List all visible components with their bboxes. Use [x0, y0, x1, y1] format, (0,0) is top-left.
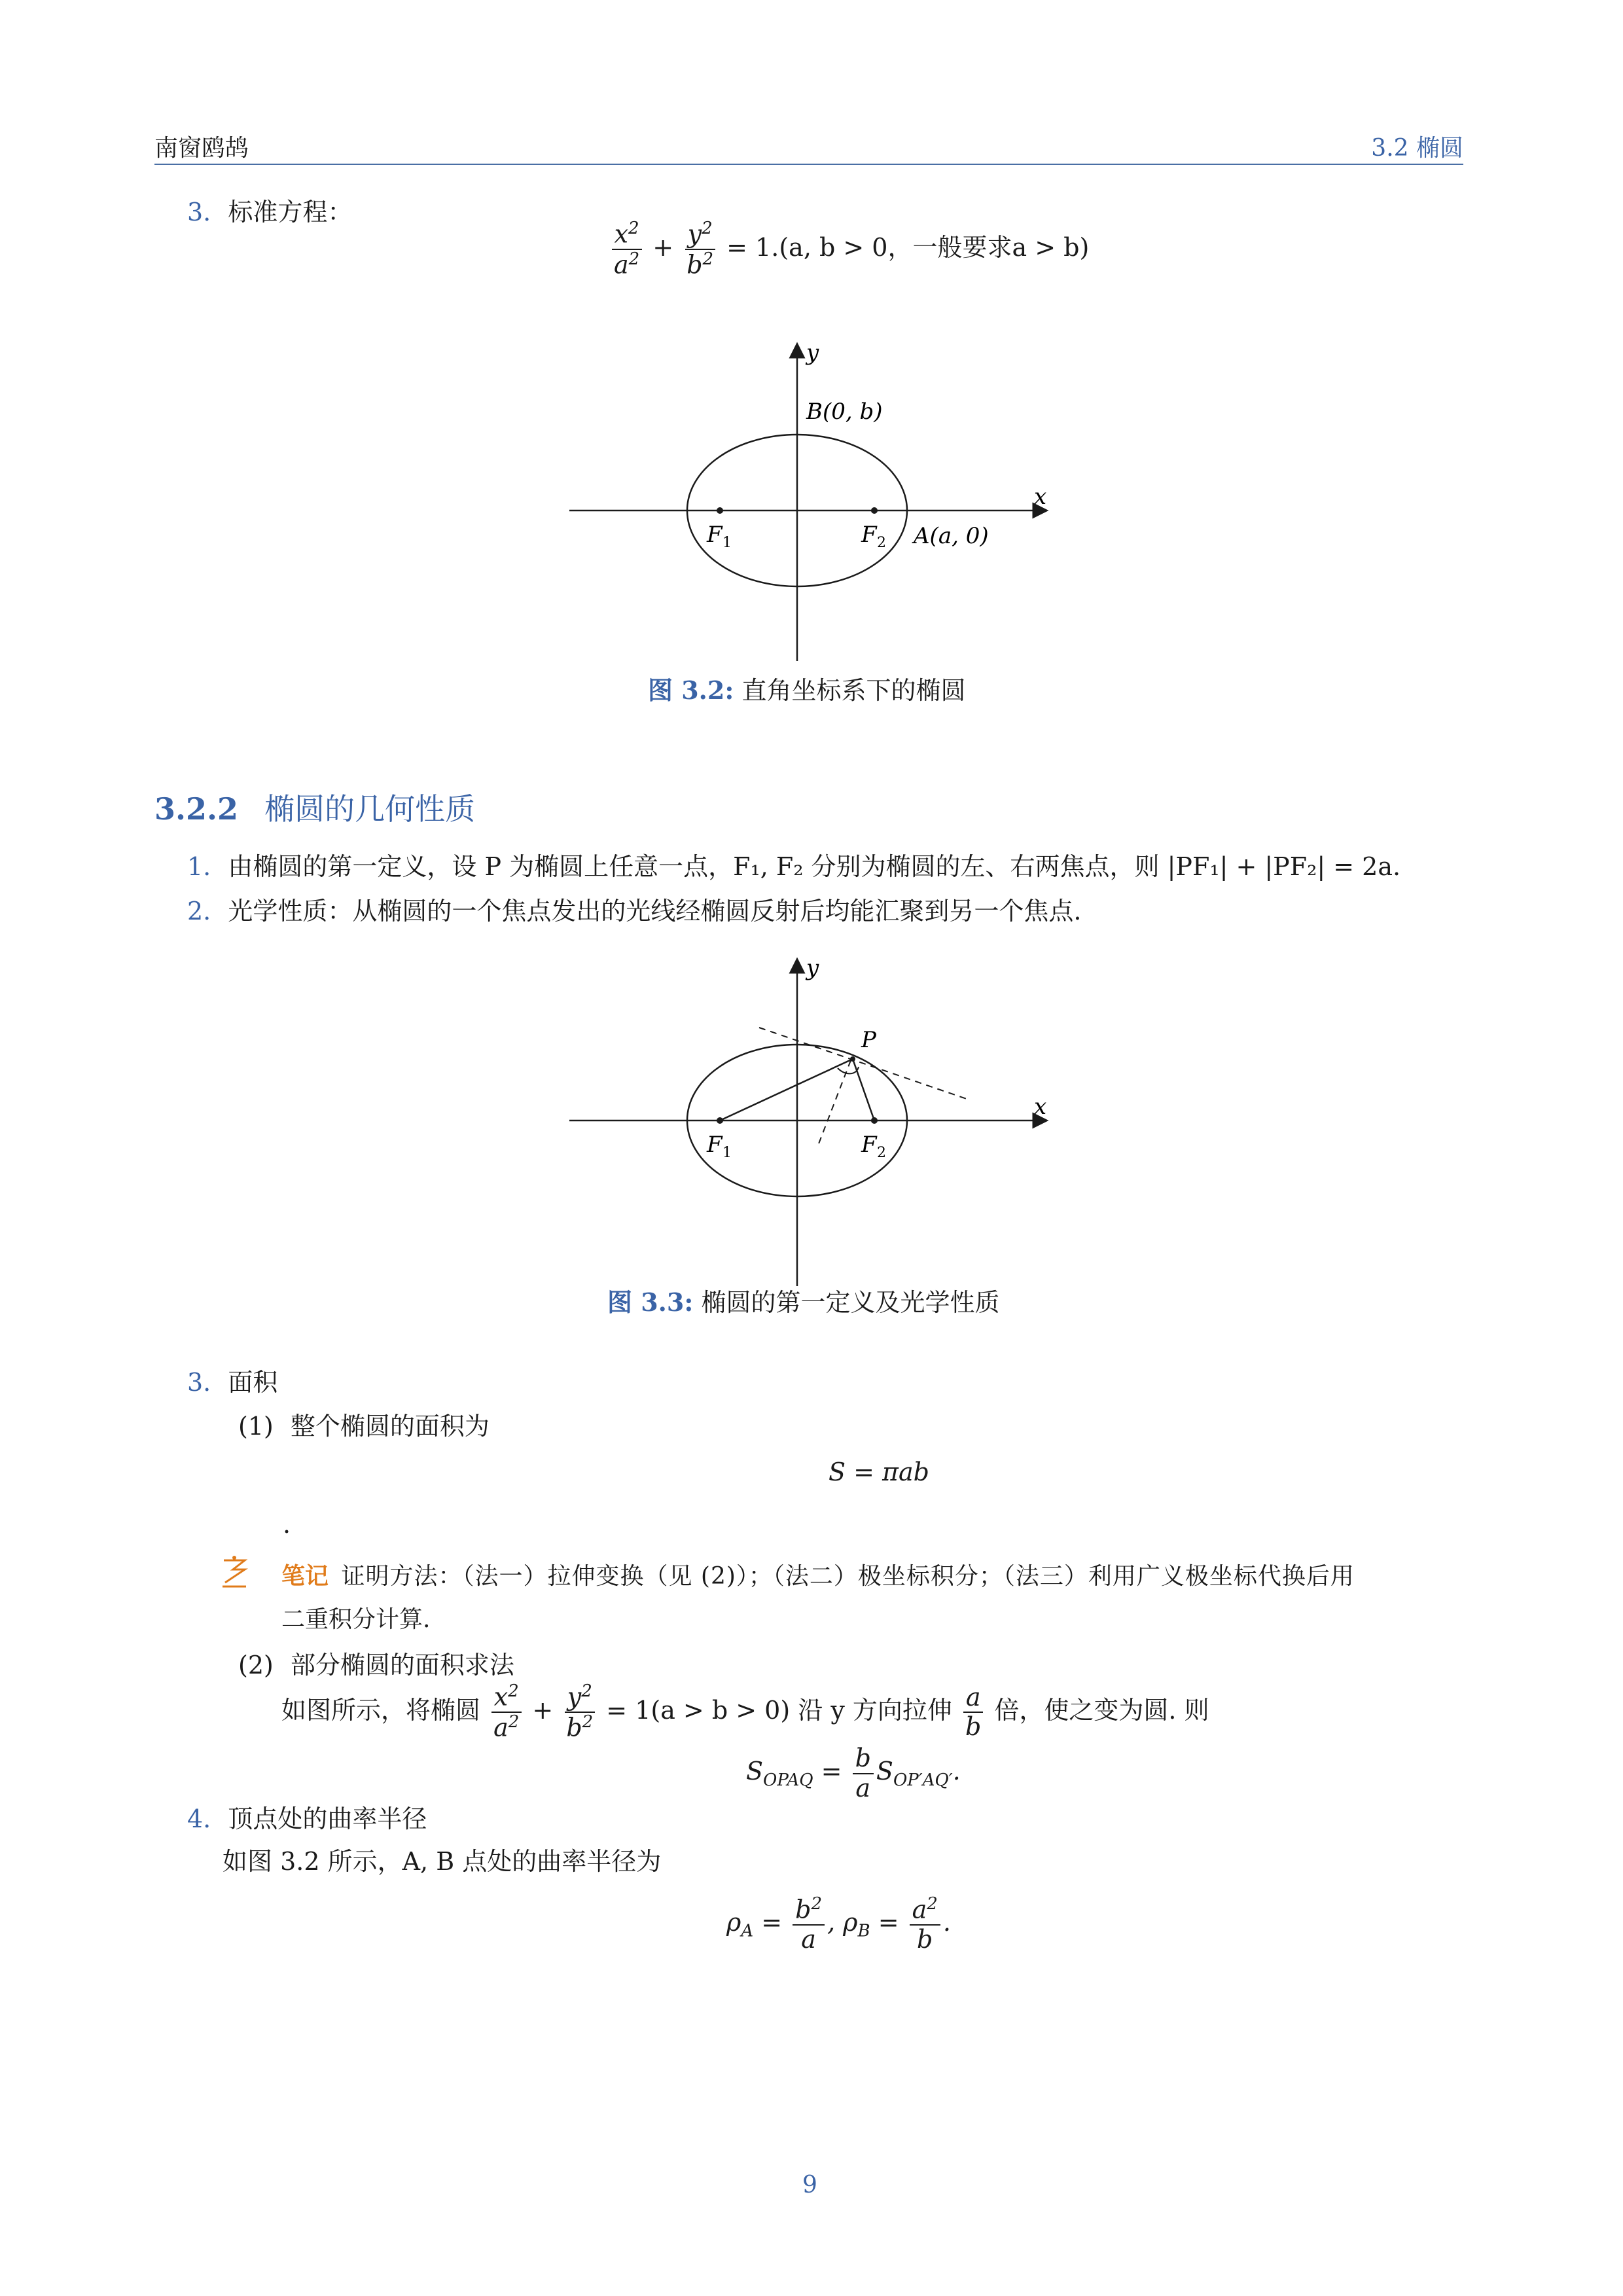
- f1-label: F: [707, 1132, 722, 1158]
- list-item-text: 由椭圆的第一定义，设 P 为椭圆上任意一点，F₁, F₂ 分别为椭圆的左、右两焦点，则 |PF₁| + |PF₂| = 2a.: [228, 852, 1401, 881]
- note-line-1: 证明方法：（法一）拉伸变换（见 (2)）；（法二）极坐标积分；（法三）利用广义极坐标代换后用: [341, 1563, 1355, 1590]
- list-number: 3.: [187, 1368, 211, 1397]
- f2-label: F: [861, 1132, 877, 1158]
- f1-label: F: [707, 522, 722, 548]
- sub-number: (1): [238, 1412, 274, 1441]
- figure-3-3-caption: [607, 1286, 999, 1319]
- note-label: 笔记: [281, 1562, 329, 1590]
- figure-3-2-caption: [648, 674, 965, 707]
- figure-3-2: [563, 340, 1060, 668]
- focus-f1: [717, 507, 723, 514]
- list-number: 4.: [187, 1804, 211, 1833]
- x-label: x: [1034, 1094, 1047, 1120]
- segment-pf1: [720, 1059, 853, 1121]
- stretch-text-c: 倍，使之变为圆. 则: [994, 1695, 1209, 1725]
- stretch-text-a: 如图所示，将椭圆: [281, 1695, 481, 1725]
- caption-text: 椭圆的第一定义及光学性质: [701, 1288, 1000, 1317]
- std-equation: $\frac{x^2}{a^2}$ + $\frac{y^2}{b^2}$ = 1.(a, b > 0，一般要求a > b): [609, 219, 1089, 280]
- note-line-2: 二重积分计算.: [281, 1606, 431, 1633]
- f2-label: F: [861, 522, 877, 548]
- curvature-formula: $\rho_A$ = $\frac{b^2}{a}$ , $\rho_B$ = $\frac{a^2}{b}$ .: [726, 1894, 951, 1954]
- focus-f1: [717, 1117, 723, 1124]
- list-item-1: [187, 851, 1400, 883]
- list-number: 1.: [187, 852, 211, 881]
- item-label: 标准方程：: [228, 198, 353, 226]
- stretch-line: 如图所示，将椭圆 $\frac{x^2}{a^2}$ + $\frac{y^2}{b^2}$ = 1(a > b > 0) 沿 y 方向拉伸 $\frac{a}{b}$ 倍，使之变为圆. 则: [281, 1681, 1209, 1742]
- caption-text: 直角坐标系下的椭圆: [741, 676, 966, 705]
- y-label: y: [806, 340, 819, 366]
- item-label: 面积: [228, 1368, 278, 1397]
- focus-f2: [871, 507, 878, 514]
- sub-item-1: [238, 1410, 490, 1443]
- f2-sub: 2: [877, 1145, 886, 1161]
- header-rule: [154, 164, 1463, 165]
- f2-sub: 2: [877, 535, 886, 551]
- item4-text: 如图 3.2 所示，A, B 点处的曲率半径为: [223, 1847, 662, 1876]
- header-left: 南窗鸥鸪: [154, 135, 249, 162]
- point-p: [850, 1056, 855, 1062]
- page-number: 9: [802, 2172, 817, 2198]
- f1-sub: 1: [722, 535, 732, 551]
- note-block: [281, 1561, 1355, 1592]
- angle-mark: [838, 1068, 852, 1073]
- formula-period: .: [283, 1510, 291, 1539]
- x-label: x: [1034, 484, 1047, 510]
- segment-pf2: [853, 1059, 874, 1121]
- item4: [187, 1803, 427, 1835]
- item3-std: [187, 196, 352, 228]
- area-formula: S = πab: [829, 1458, 929, 1486]
- point-b-label: B(0, b): [806, 399, 883, 425]
- sub-title: 部分椭圆的面积求法: [290, 1651, 514, 1679]
- list-number: 3.: [187, 198, 211, 226]
- f1-sub: 1: [722, 1145, 732, 1161]
- figure-3-3: [563, 956, 1060, 1296]
- y-label: y: [806, 956, 819, 981]
- item3-area: [187, 1367, 277, 1399]
- point-a-label: A(a, 0): [914, 523, 989, 549]
- area-ratio-formula: $S_{OPAQ}$ = $\frac{b}{a}$ $S_{OP'AQ'}$.: [746, 1744, 961, 1803]
- section-number: 3.2.2: [154, 791, 239, 827]
- section-heading: [154, 785, 475, 829]
- sub-number: (2): [238, 1651, 274, 1679]
- list-item-2: [187, 895, 1081, 927]
- caption-number: 图 3.3:: [607, 1287, 694, 1317]
- note-icon: [220, 1555, 249, 1589]
- section-title: 椭圆的几何性质: [264, 791, 476, 827]
- stretch-text-b: = 1(a > b > 0) 沿 y 方向拉伸: [606, 1695, 952, 1725]
- focus-f2: [871, 1117, 878, 1124]
- list-item-text: 光学性质：从椭圆的一个焦点发出的光线经椭圆反射后均能汇聚到另一个焦点.: [228, 897, 1082, 925]
- header-right: 3.2 椭圆: [1371, 135, 1463, 162]
- sub-text: 整个椭圆的面积为: [290, 1412, 490, 1441]
- item-label: 顶点处的曲率半径: [228, 1804, 427, 1833]
- caption-number: 图 3.2:: [648, 675, 734, 705]
- sub-item-2: [238, 1649, 514, 1681]
- p-label: P: [861, 1027, 876, 1053]
- std-equation-tail: = 1.(a, b > 0，一般要求a > b): [726, 232, 1090, 262]
- list-number: 2.: [187, 897, 211, 925]
